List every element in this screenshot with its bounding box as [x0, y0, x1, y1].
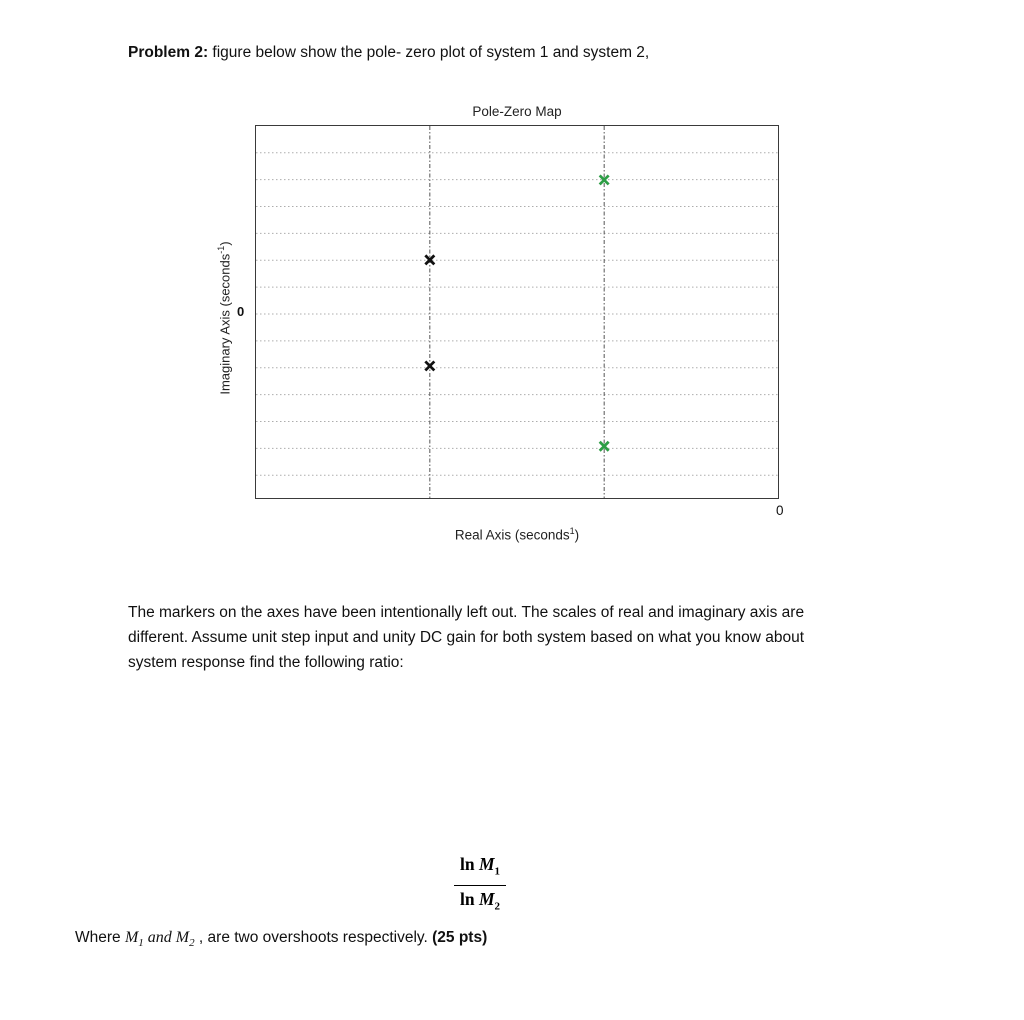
y-axis-label-close: ) — [217, 241, 233, 246]
closing-prefix: Where — [75, 929, 125, 946]
x-axis-label-text: Real Axis (seconds — [454, 527, 570, 543]
x-axis-label — [255, 526, 779, 543]
chart-title: Pole-Zero Map — [472, 104, 562, 119]
pole-zero-plot-canvas — [256, 126, 778, 498]
y-axis-label — [216, 168, 234, 468]
numerator-variable: M — [478, 854, 495, 874]
body-paragraph: The markers on the axes have been intentionally left out. The scales of real and imaginary axis are different. Assume unit step input and unity DC gain for both system based on what you know about system response find the following ratio: — [128, 604, 805, 671]
y-axis-zero-tick: 0 — [237, 304, 245, 319]
problem-text: figure below show the pole- zero plot of system 1 and system 2, — [212, 44, 650, 61]
x-axis-label-close: ) — [574, 527, 580, 543]
ratio-fraction — [420, 851, 540, 919]
numerator-ln: ln — [459, 854, 479, 874]
m2-subscript: 2 — [189, 937, 195, 950]
x-axis-zero-tick: 0 — [776, 503, 784, 518]
m1-subscript: 1 — [138, 937, 144, 950]
closing-math — [124, 929, 195, 950]
fraction — [454, 851, 506, 919]
numerator-subscript: 1 — [494, 865, 501, 878]
denominator-variable: M — [478, 888, 495, 909]
y-axis-label-text: Imaginary Axis (seconds — [217, 253, 233, 395]
closing-suffix: , are two overshoots respectively. — [194, 929, 433, 946]
pole-zero-plot — [255, 125, 779, 499]
problem-label: Problem 2: — [128, 44, 209, 61]
problem-heading — [128, 44, 649, 62]
y-axis-label-exponent: -1 — [216, 245, 226, 254]
m2-variable: M — [175, 929, 190, 946]
x-axis-label-exponent: 1 — [569, 526, 575, 536]
closing-line — [75, 929, 487, 949]
denominator-subscript: 2 — [494, 900, 501, 912]
denominator-ln: ln — [459, 888, 479, 909]
points-badge: (25 pts) — [432, 929, 488, 946]
m1-variable: M — [124, 929, 139, 946]
fraction-denominator — [454, 885, 506, 920]
fraction-numerator — [454, 851, 506, 885]
and-text: and — [143, 929, 176, 946]
